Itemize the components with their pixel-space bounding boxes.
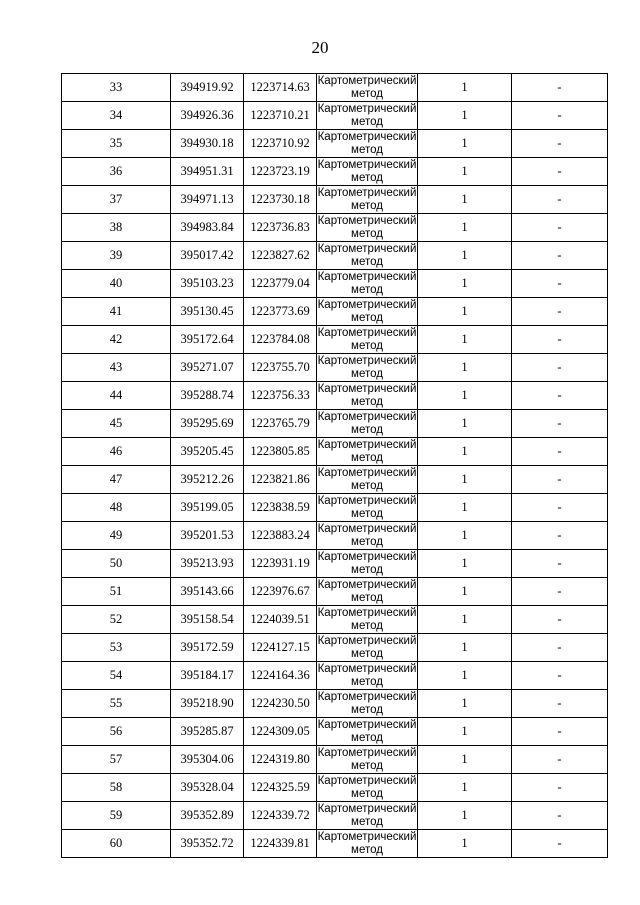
method-cell [317, 578, 418, 606]
x-coordinate-cell: 395130.45 [171, 298, 244, 326]
note-cell: - [512, 382, 608, 410]
method-text: Картометрический метод [317, 747, 417, 772]
y-coordinate-cell: 1223755.70 [244, 354, 317, 382]
method-text: Картометрический метод [317, 635, 417, 660]
point-number-cell: 53 [62, 634, 171, 662]
table-row [62, 606, 608, 634]
note-cell: - [512, 466, 608, 494]
method-cell [317, 354, 418, 382]
point-number-cell: 34 [62, 102, 171, 130]
point-number-cell: 54 [62, 662, 171, 690]
point-number-cell: 36 [62, 158, 171, 186]
accuracy-cell: 1 [418, 550, 512, 578]
table-row [62, 634, 608, 662]
table-row [62, 578, 608, 606]
note-cell: - [512, 634, 608, 662]
accuracy-cell: 1 [418, 690, 512, 718]
accuracy-cell: 1 [418, 494, 512, 522]
method-cell [317, 690, 418, 718]
note-cell: - [512, 102, 608, 130]
table-row [62, 830, 608, 858]
accuracy-cell: 1 [418, 74, 512, 102]
accuracy-cell: 1 [418, 466, 512, 494]
method-cell [317, 158, 418, 186]
method-cell [317, 466, 418, 494]
table-row [62, 270, 608, 298]
y-coordinate-cell: 1223805.85 [244, 438, 317, 466]
y-coordinate-cell: 1224164.36 [244, 662, 317, 690]
method-cell [317, 102, 418, 130]
y-coordinate-cell: 1223821.86 [244, 466, 317, 494]
method-cell [317, 438, 418, 466]
y-coordinate-cell: 1223976.67 [244, 578, 317, 606]
x-coordinate-cell: 395143.66 [171, 578, 244, 606]
table-row [62, 214, 608, 242]
note-cell: - [512, 298, 608, 326]
point-number-cell: 60 [62, 830, 171, 858]
table-row [62, 354, 608, 382]
accuracy-cell: 1 [418, 606, 512, 634]
y-coordinate-cell: 1223756.33 [244, 382, 317, 410]
method-cell [317, 606, 418, 634]
method-cell [317, 830, 418, 858]
accuracy-cell: 1 [418, 186, 512, 214]
method-text: Картометрический метод [317, 551, 417, 576]
note-cell: - [512, 550, 608, 578]
method-text: Картометрический метод [317, 467, 417, 492]
method-text: Картометрический метод [317, 159, 417, 184]
y-coordinate-cell: 1223723.19 [244, 158, 317, 186]
method-cell [317, 270, 418, 298]
method-text: Картометрический метод [317, 383, 417, 408]
method-text: Картометрический метод [317, 495, 417, 520]
method-cell [317, 186, 418, 214]
method-cell [317, 298, 418, 326]
accuracy-cell: 1 [418, 130, 512, 158]
table-row [62, 690, 608, 718]
method-text: Картометрический метод [317, 271, 417, 296]
point-number-cell: 33 [62, 74, 171, 102]
x-coordinate-cell: 395199.05 [171, 494, 244, 522]
y-coordinate-cell: 1224309.05 [244, 718, 317, 746]
table-row [62, 746, 608, 774]
method-text: Картометрический метод [317, 831, 417, 856]
method-text: Картометрический метод [317, 411, 417, 436]
table-row [62, 102, 608, 130]
method-cell [317, 634, 418, 662]
point-number-cell: 39 [62, 242, 171, 270]
y-coordinate-cell: 1224127.15 [244, 634, 317, 662]
accuracy-cell: 1 [418, 802, 512, 830]
method-cell [317, 130, 418, 158]
method-text: Картометрический метод [317, 719, 417, 744]
x-coordinate-cell: 394919.92 [171, 74, 244, 102]
method-text: Картометрический метод [317, 327, 417, 352]
accuracy-cell: 1 [418, 438, 512, 466]
y-coordinate-cell: 1223730.18 [244, 186, 317, 214]
method-text: Картометрический метод [317, 607, 417, 632]
method-text: Картометрический метод [317, 131, 417, 156]
y-coordinate-cell: 1223773.69 [244, 298, 317, 326]
accuracy-cell: 1 [418, 522, 512, 550]
note-cell: - [512, 74, 608, 102]
x-coordinate-cell: 395213.93 [171, 550, 244, 578]
table-row [62, 130, 608, 158]
accuracy-cell: 1 [418, 214, 512, 242]
y-coordinate-cell: 1224339.72 [244, 802, 317, 830]
table-row [62, 774, 608, 802]
x-coordinate-cell: 395352.72 [171, 830, 244, 858]
method-text: Картометрический метод [317, 775, 417, 800]
point-number-cell: 44 [62, 382, 171, 410]
method-cell [317, 550, 418, 578]
method-cell [317, 746, 418, 774]
note-cell: - [512, 326, 608, 354]
method-cell [317, 494, 418, 522]
note-cell: - [512, 746, 608, 774]
table-row [62, 494, 608, 522]
accuracy-cell: 1 [418, 746, 512, 774]
note-cell: - [512, 774, 608, 802]
note-cell: - [512, 690, 608, 718]
table-row [62, 438, 608, 466]
note-cell: - [512, 158, 608, 186]
accuracy-cell: 1 [418, 102, 512, 130]
method-text: Картометрический метод [317, 75, 417, 100]
accuracy-cell: 1 [418, 382, 512, 410]
x-coordinate-cell: 395352.89 [171, 802, 244, 830]
y-coordinate-cell: 1223714.63 [244, 74, 317, 102]
table-row [62, 298, 608, 326]
accuracy-cell: 1 [418, 326, 512, 354]
accuracy-cell: 1 [418, 410, 512, 438]
x-coordinate-cell: 394926.36 [171, 102, 244, 130]
method-text: Картометрический метод [317, 663, 417, 688]
x-coordinate-cell: 395288.74 [171, 382, 244, 410]
y-coordinate-cell: 1223736.83 [244, 214, 317, 242]
y-coordinate-cell: 1223710.21 [244, 102, 317, 130]
note-cell: - [512, 130, 608, 158]
note-cell: - [512, 186, 608, 214]
note-cell: - [512, 214, 608, 242]
note-cell: - [512, 438, 608, 466]
point-number-cell: 56 [62, 718, 171, 746]
table-row [62, 326, 608, 354]
point-number-cell: 46 [62, 438, 171, 466]
x-coordinate-cell: 395271.07 [171, 354, 244, 382]
x-coordinate-cell: 395201.53 [171, 522, 244, 550]
y-coordinate-cell: 1223710.92 [244, 130, 317, 158]
point-number-cell: 38 [62, 214, 171, 242]
table-row [62, 410, 608, 438]
point-number-cell: 59 [62, 802, 171, 830]
method-text: Картометрический метод [317, 103, 417, 128]
table-row [62, 186, 608, 214]
method-text: Картометрический метод [317, 439, 417, 464]
y-coordinate-cell: 1223765.79 [244, 410, 317, 438]
accuracy-cell: 1 [418, 830, 512, 858]
x-coordinate-cell: 395304.06 [171, 746, 244, 774]
method-text: Картометрический метод [317, 523, 417, 548]
method-cell [317, 326, 418, 354]
table-row [62, 522, 608, 550]
x-coordinate-cell: 395285.87 [171, 718, 244, 746]
accuracy-cell: 1 [418, 662, 512, 690]
point-number-cell: 51 [62, 578, 171, 606]
method-cell [317, 410, 418, 438]
table-row [62, 74, 608, 102]
accuracy-cell: 1 [418, 270, 512, 298]
x-coordinate-cell: 395017.42 [171, 242, 244, 270]
accuracy-cell: 1 [418, 634, 512, 662]
accuracy-cell: 1 [418, 578, 512, 606]
point-number-cell: 35 [62, 130, 171, 158]
point-number-cell: 43 [62, 354, 171, 382]
x-coordinate-cell: 394971.13 [171, 186, 244, 214]
y-coordinate-cell: 1223779.04 [244, 270, 317, 298]
y-coordinate-cell: 1223838.59 [244, 494, 317, 522]
note-cell: - [512, 662, 608, 690]
x-coordinate-cell: 395172.64 [171, 326, 244, 354]
accuracy-cell: 1 [418, 774, 512, 802]
method-text: Картометрический метод [317, 243, 417, 268]
y-coordinate-cell: 1224230.50 [244, 690, 317, 718]
method-cell [317, 718, 418, 746]
note-cell: - [512, 494, 608, 522]
point-number-cell: 42 [62, 326, 171, 354]
x-coordinate-cell: 395103.23 [171, 270, 244, 298]
x-coordinate-cell: 395158.54 [171, 606, 244, 634]
table-row [62, 158, 608, 186]
page-number: 20 [311, 38, 329, 57]
point-number-cell: 37 [62, 186, 171, 214]
method-cell [317, 774, 418, 802]
x-coordinate-cell: 395212.26 [171, 466, 244, 494]
note-cell: - [512, 830, 608, 858]
method-text: Картометрический метод [317, 803, 417, 828]
x-coordinate-cell: 394951.31 [171, 158, 244, 186]
point-number-cell: 48 [62, 494, 171, 522]
point-number-cell: 47 [62, 466, 171, 494]
table-row [62, 382, 608, 410]
x-coordinate-cell: 395328.04 [171, 774, 244, 802]
x-coordinate-cell: 395184.17 [171, 662, 244, 690]
method-text: Картометрический метод [317, 187, 417, 212]
accuracy-cell: 1 [418, 718, 512, 746]
note-cell: - [512, 606, 608, 634]
point-number-cell: 40 [62, 270, 171, 298]
accuracy-cell: 1 [418, 242, 512, 270]
x-coordinate-cell: 395172.59 [171, 634, 244, 662]
table-row [62, 662, 608, 690]
note-cell: - [512, 242, 608, 270]
note-cell: - [512, 410, 608, 438]
y-coordinate-cell: 1223827.62 [244, 242, 317, 270]
table-row [62, 466, 608, 494]
method-cell [317, 214, 418, 242]
accuracy-cell: 1 [418, 354, 512, 382]
method-text: Картометрический метод [317, 299, 417, 324]
y-coordinate-cell: 1224319.80 [244, 746, 317, 774]
note-cell: - [512, 578, 608, 606]
note-cell: - [512, 522, 608, 550]
method-cell [317, 74, 418, 102]
method-cell [317, 662, 418, 690]
method-cell [317, 242, 418, 270]
point-number-cell: 45 [62, 410, 171, 438]
method-cell [317, 382, 418, 410]
x-coordinate-cell: 395205.45 [171, 438, 244, 466]
method-cell [317, 802, 418, 830]
table-row [62, 802, 608, 830]
note-cell: - [512, 270, 608, 298]
note-cell: - [512, 802, 608, 830]
coordinates-table-body [62, 74, 608, 858]
point-number-cell: 41 [62, 298, 171, 326]
method-text: Картометрический метод [317, 579, 417, 604]
method-cell [317, 522, 418, 550]
x-coordinate-cell: 394930.18 [171, 130, 244, 158]
point-number-cell: 50 [62, 550, 171, 578]
x-coordinate-cell: 394983.84 [171, 214, 244, 242]
accuracy-cell: 1 [418, 158, 512, 186]
x-coordinate-cell: 395218.90 [171, 690, 244, 718]
point-number-cell: 49 [62, 522, 171, 550]
note-cell: - [512, 718, 608, 746]
y-coordinate-cell: 1224039.51 [244, 606, 317, 634]
point-number-cell: 57 [62, 746, 171, 774]
x-coordinate-cell: 395295.69 [171, 410, 244, 438]
y-coordinate-cell: 1223784.08 [244, 326, 317, 354]
y-coordinate-cell: 1224339.81 [244, 830, 317, 858]
point-number-cell: 55 [62, 690, 171, 718]
method-text: Картометрический метод [317, 691, 417, 716]
table-row [62, 550, 608, 578]
point-number-cell: 52 [62, 606, 171, 634]
method-text: Картометрический метод [317, 355, 417, 380]
y-coordinate-cell: 1223883.24 [244, 522, 317, 550]
y-coordinate-cell: 1224325.59 [244, 774, 317, 802]
method-text: Картометрический метод [317, 215, 417, 240]
table-row [62, 718, 608, 746]
note-cell: - [512, 354, 608, 382]
table-row [62, 242, 608, 270]
accuracy-cell: 1 [418, 298, 512, 326]
coordinates-table [61, 73, 608, 858]
y-coordinate-cell: 1223931.19 [244, 550, 317, 578]
point-number-cell: 58 [62, 774, 171, 802]
